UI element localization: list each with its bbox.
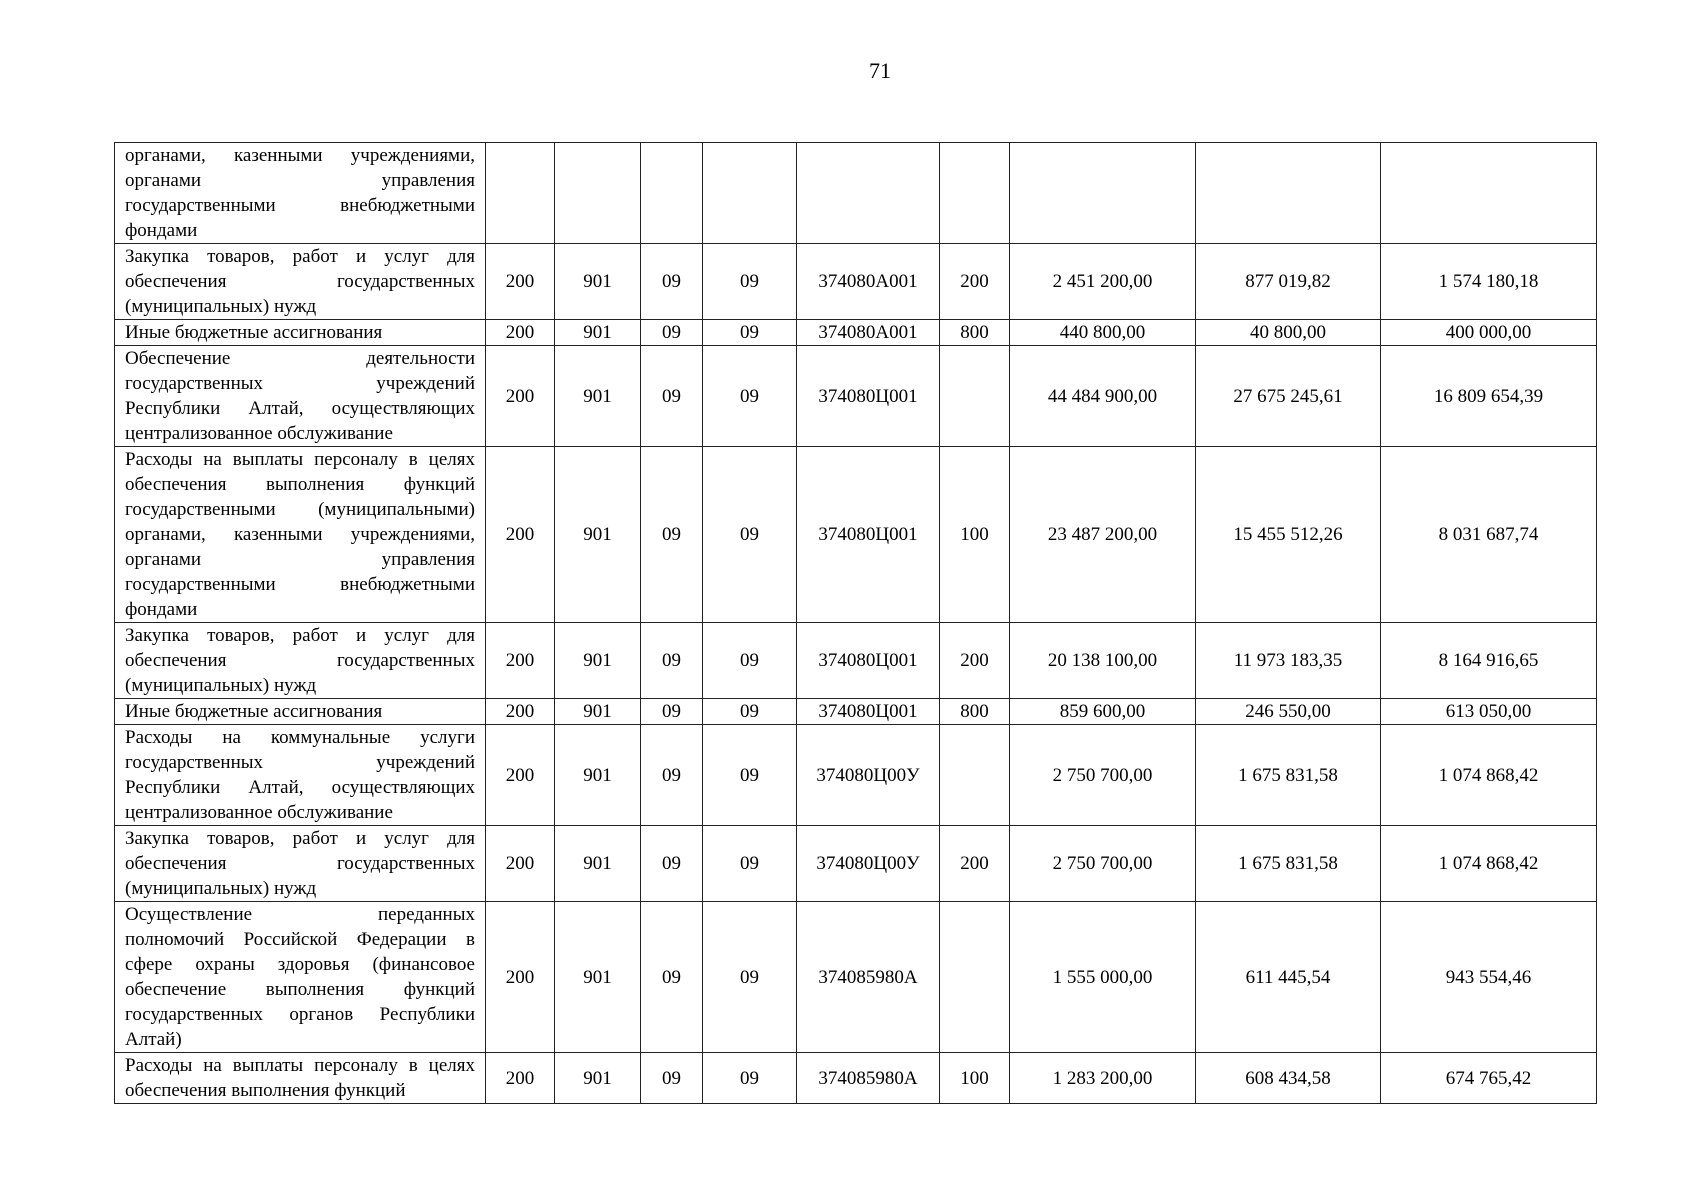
expense-type-code (940, 902, 1010, 1053)
section-code (486, 143, 555, 244)
section-code: 200 (486, 826, 555, 902)
row-name-line: Республики Алтай, осуществляющих (125, 398, 475, 419)
executed-amount: 1 675 831,58 (1196, 826, 1381, 902)
row-name-line: государственных органов Республики (125, 1004, 475, 1025)
remaining-amount: 1 574 180,18 (1381, 244, 1597, 320)
division-code: 09 (641, 320, 703, 346)
executed-amount: 611 445,54 (1196, 902, 1381, 1053)
row-name-line: обеспечения выполнения функций (125, 1080, 406, 1101)
remaining-amount: 613 050,00 (1381, 699, 1597, 725)
subdivision-code (703, 143, 797, 244)
row-name-line: органами, казенными учреждениями, (125, 145, 475, 166)
row-name-line: органами, казенными учреждениями, (125, 524, 475, 545)
planned-amount: 20 138 100,00 (1010, 623, 1196, 699)
table-row (115, 1053, 1597, 1104)
table-row (115, 320, 1597, 346)
division-code: 09 (641, 725, 703, 826)
target-item-code: 374080Ц001 (797, 699, 940, 725)
target-item-code: 374080Ц001 (797, 623, 940, 699)
division-code: 09 (641, 623, 703, 699)
row-name-line: обеспечения государственных (125, 853, 475, 874)
row-name-line: централизованное обслуживание (125, 802, 393, 823)
remaining-amount (1381, 143, 1597, 244)
ministry-code: 901 (555, 244, 641, 320)
expense-type-code: 200 (940, 244, 1010, 320)
row-name-cell (115, 725, 486, 826)
row-name-cell (115, 143, 486, 244)
row-name-cell (115, 346, 486, 447)
remaining-amount: 943 554,46 (1381, 902, 1597, 1053)
row-name-cell (115, 902, 486, 1053)
row-name-cell (115, 320, 486, 346)
executed-amount: 877 019,82 (1196, 244, 1381, 320)
row-name-line: (муниципальных) нужд (125, 878, 317, 899)
subdivision-code: 09 (703, 699, 797, 725)
executed-amount: 15 455 512,26 (1196, 447, 1381, 623)
page-number: 71 (869, 58, 891, 83)
table-row (115, 623, 1597, 699)
division-code: 09 (641, 1053, 703, 1104)
row-name-line: централизованное обслуживание (125, 423, 393, 444)
target-item-code: 374080Ц001 (797, 447, 940, 623)
table-row (115, 244, 1597, 320)
row-name-line: государственных учреждений (125, 373, 475, 394)
section-code: 200 (486, 447, 555, 623)
planned-amount: 23 487 200,00 (1010, 447, 1196, 623)
division-code: 09 (641, 346, 703, 447)
division-code: 09 (641, 699, 703, 725)
planned-amount (1010, 143, 1196, 244)
expense-type-code: 800 (940, 699, 1010, 725)
row-name-line: Расходы на выплаты персоналу в целях (125, 1055, 475, 1076)
remaining-amount: 1 074 868,42 (1381, 725, 1597, 826)
row-name-line: органами управления (125, 549, 475, 570)
row-name-line: Закупка товаров, работ и услуг для (125, 246, 475, 267)
planned-amount: 2 750 700,00 (1010, 725, 1196, 826)
section-code: 200 (486, 902, 555, 1053)
section-code: 200 (486, 346, 555, 447)
budget-table (114, 142, 1597, 1104)
executed-amount: 40 800,00 (1196, 320, 1381, 346)
division-code: 09 (641, 447, 703, 623)
row-name-line: Обеспечение деятельности (125, 348, 475, 369)
table-row (115, 143, 1597, 244)
executed-amount: 246 550,00 (1196, 699, 1381, 725)
target-item-code: 374080Ц00У (797, 826, 940, 902)
section-code: 200 (486, 320, 555, 346)
table-row (115, 826, 1597, 902)
row-name-line: Расходы на выплаты персоналу в целях (125, 449, 475, 470)
subdivision-code: 09 (703, 826, 797, 902)
remaining-amount: 16 809 654,39 (1381, 346, 1597, 447)
row-name-line: государственными внебюджетными (125, 574, 475, 595)
subdivision-code: 09 (703, 244, 797, 320)
row-name-line: Иные бюджетные ассигнования (125, 322, 383, 343)
row-name-line: обеспечения государственных (125, 650, 475, 671)
row-name-cell (115, 623, 486, 699)
row-name-line: обеспечения выполнения функций (125, 474, 475, 495)
table-row (115, 699, 1597, 725)
row-name-line: Осуществление переданных (125, 904, 475, 925)
remaining-amount: 8 031 687,74 (1381, 447, 1597, 623)
expense-type-code: 800 (940, 320, 1010, 346)
remaining-amount: 400 000,00 (1381, 320, 1597, 346)
subdivision-code: 09 (703, 1053, 797, 1104)
executed-amount: 27 675 245,61 (1196, 346, 1381, 447)
row-name-cell (115, 826, 486, 902)
row-name-line: фондами (125, 599, 198, 620)
target-item-code: 374080Ц001 (797, 346, 940, 447)
subdivision-code: 09 (703, 320, 797, 346)
row-name-line: полномочий Российской Федерации в (125, 929, 475, 950)
expense-type-code: 100 (940, 447, 1010, 623)
section-code: 200 (486, 623, 555, 699)
ministry-code: 901 (555, 826, 641, 902)
row-name-line: фондами (125, 220, 198, 241)
expense-type-code (940, 143, 1010, 244)
ministry-code: 901 (555, 1053, 641, 1104)
executed-amount: 1 675 831,58 (1196, 725, 1381, 826)
table-row (115, 346, 1597, 447)
target-item-code: 374080А001 (797, 320, 940, 346)
target-item-code: 374080А001 (797, 244, 940, 320)
row-name-line: Расходы на коммунальные услуги (125, 727, 475, 748)
row-name-line: государственными внебюджетными (125, 195, 475, 216)
row-name-cell (115, 244, 486, 320)
division-code: 09 (641, 244, 703, 320)
table-row (115, 725, 1597, 826)
row-name-cell (115, 699, 486, 725)
row-name-line: государственными (муниципальными) (125, 499, 475, 520)
ministry-code (555, 143, 641, 244)
row-name-line: обеспечения государственных (125, 271, 475, 292)
executed-amount: 11 973 183,35 (1196, 623, 1381, 699)
target-item-code: 374080Ц00У (797, 725, 940, 826)
section-code: 200 (486, 1053, 555, 1104)
ministry-code: 901 (555, 623, 641, 699)
planned-amount: 44 484 900,00 (1010, 346, 1196, 447)
planned-amount: 1 283 200,00 (1010, 1053, 1196, 1104)
subdivision-code: 09 (703, 346, 797, 447)
target-item-code: 374085980А (797, 902, 940, 1053)
ministry-code: 901 (555, 320, 641, 346)
division-code: 09 (641, 902, 703, 1053)
expense-type-code (940, 346, 1010, 447)
executed-amount (1196, 143, 1381, 244)
section-code: 200 (486, 725, 555, 826)
row-name-line: государственных учреждений (125, 752, 475, 773)
target-item-code: 374085980А (797, 1053, 940, 1104)
subdivision-code: 09 (703, 902, 797, 1053)
ministry-code: 901 (555, 725, 641, 826)
division-code: 09 (641, 826, 703, 902)
ministry-code: 901 (555, 902, 641, 1053)
section-code: 200 (486, 699, 555, 725)
planned-amount: 2 750 700,00 (1010, 826, 1196, 902)
remaining-amount: 674 765,42 (1381, 1053, 1597, 1104)
row-name-line: Иные бюджетные ассигнования (125, 701, 383, 722)
subdivision-code: 09 (703, 447, 797, 623)
table-body (115, 143, 1597, 1104)
row-name-line: обеспечение выполнения функций (125, 979, 475, 1000)
expense-type-code: 200 (940, 826, 1010, 902)
planned-amount: 440 800,00 (1010, 320, 1196, 346)
row-name-line: Закупка товаров, работ и услуг для (125, 625, 475, 646)
planned-amount: 2 451 200,00 (1010, 244, 1196, 320)
row-name-line: органами управления (125, 170, 475, 191)
target-item-code (797, 143, 940, 244)
row-name-line: (муниципальных) нужд (125, 675, 317, 696)
section-code: 200 (486, 244, 555, 320)
subdivision-code: 09 (703, 725, 797, 826)
expense-type-code: 200 (940, 623, 1010, 699)
row-name-line: (муниципальных) нужд (125, 296, 317, 317)
row-name-line: сфере охраны здоровья (финансовое (125, 954, 475, 975)
remaining-amount: 1 074 868,42 (1381, 826, 1597, 902)
executed-amount: 608 434,58 (1196, 1053, 1381, 1104)
ministry-code: 901 (555, 447, 641, 623)
remaining-amount: 8 164 916,65 (1381, 623, 1597, 699)
division-code (641, 143, 703, 244)
planned-amount: 859 600,00 (1010, 699, 1196, 725)
subdivision-code: 09 (703, 623, 797, 699)
table-row (115, 447, 1597, 623)
expense-type-code: 100 (940, 1053, 1010, 1104)
row-name-line: Закупка товаров, работ и услуг для (125, 828, 475, 849)
planned-amount: 1 555 000,00 (1010, 902, 1196, 1053)
expense-type-code (940, 725, 1010, 826)
row-name-line: Республики Алтай, осуществляющих (125, 777, 475, 798)
table-row (115, 902, 1597, 1053)
row-name-line: Алтай) (125, 1029, 182, 1050)
ministry-code: 901 (555, 699, 641, 725)
row-name-cell (115, 447, 486, 623)
ministry-code: 901 (555, 346, 641, 447)
row-name-cell (115, 1053, 486, 1104)
